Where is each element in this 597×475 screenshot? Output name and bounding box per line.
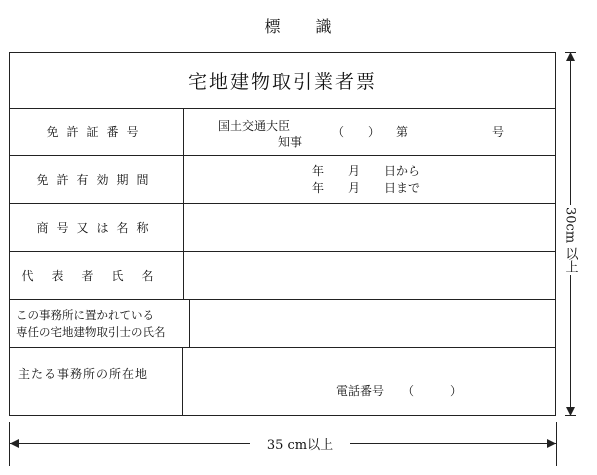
- arrow-right-icon: [546, 437, 556, 450]
- label-manager-line1: この事務所に置かれている: [16, 307, 154, 322]
- row-license-number: [10, 108, 555, 156]
- value-license-number: [184, 108, 555, 155]
- license-dai: 第: [396, 125, 409, 139]
- label-office: 主たる事務所の所在地: [10, 348, 183, 415]
- label-license-number: 免許証番号: [10, 108, 184, 155]
- value-office: [184, 348, 555, 415]
- row-representative: [10, 252, 555, 300]
- license-paren: （ ）: [332, 125, 381, 139]
- label-representative: 代表者氏名: [10, 252, 184, 299]
- arrow-up-icon: [564, 52, 577, 62]
- height-dimension-label: 30cm 以上: [562, 206, 578, 274]
- authority-minister: 国土交通大臣: [218, 119, 291, 133]
- period-from: 年 月 日から: [312, 164, 421, 178]
- row-manager: [10, 300, 555, 348]
- arrow-down-icon: [564, 406, 577, 416]
- row-license-period: [10, 156, 555, 204]
- label-trade-name: 商号又は名称: [10, 204, 184, 251]
- label-license-period: 免許有効期間: [10, 156, 184, 203]
- width-dimension-label: 35 cm以上: [250, 434, 350, 453]
- value-manager: [184, 300, 555, 347]
- label-manager: [10, 300, 190, 347]
- phone-number: 電話番号 （ ）: [336, 384, 463, 398]
- row-office: [10, 348, 555, 415]
- value-trade-name: [184, 204, 555, 251]
- sign-heading: 宅地建物取引業者票: [10, 53, 555, 109]
- width-right-tick: [556, 422, 557, 466]
- authority-governor: 知事: [278, 135, 303, 149]
- license-go: 号: [492, 125, 505, 139]
- label-manager-line2: 専任の宅地建物取引士の氏名: [16, 324, 166, 339]
- arrow-left-icon: [10, 437, 20, 450]
- period-to: 年 月 日まで: [312, 181, 421, 195]
- value-representative: [184, 252, 555, 299]
- row-trade-name: [10, 204, 555, 252]
- value-license-period: [184, 156, 555, 203]
- sign-title: 標 識: [264, 17, 333, 36]
